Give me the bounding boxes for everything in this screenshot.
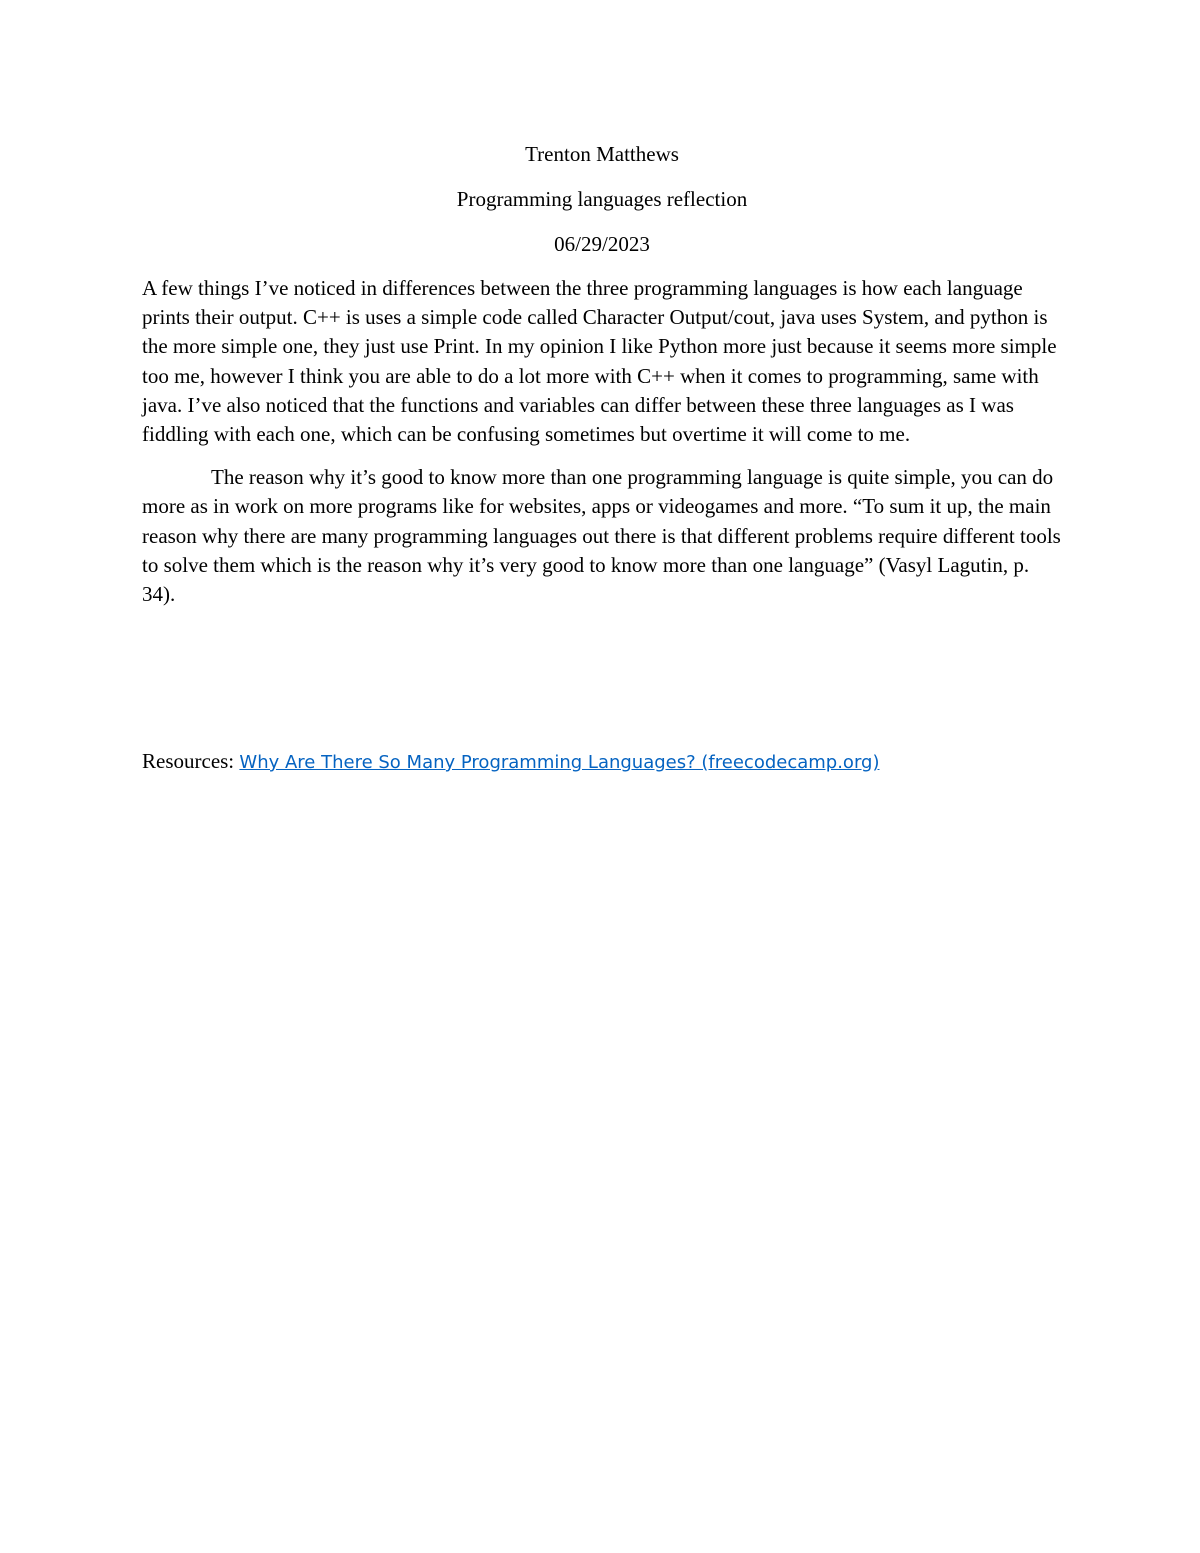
paragraph-2: The reason why it’s good to know more than one programming language is quite simple, you can do more as in work on more programs like for websites, apps or videogames and more. “To sum it up, the main reason why there are many programming languages out there is that different problems require different tools to solve them which is the reason why it’s very good to know more than one language” (Vasyl Lagutin, p. 34). [142,465,1061,607]
paragraph-1: A few things I’ve noticed in differences between the three programming languages is how each language prints their output. C++ is uses a simple code called Character Output/cout, java uses System, and python is the more simple one, they just use Print. In my opinion I like Python more just because it seems more simple too me, however I think you are able to do a lot more with C++ when it comes to programming, same with java. I’ve also noticed that the functions and variables can differ between these three languages as I was fiddling with each one, which can be confusing sometimes but overtime it will come to me. [142,276,1057,447]
author-name: Trenton Matthews [525,142,679,166]
document-body [142,140,1062,623]
resources-line [142,747,1062,777]
resource-link[interactable]: Why Are There So Many Programming Languages? (freecodecamp.org) [239,752,880,773]
document-title: Programming languages reflection [456,187,748,211]
document-date: 06/29/2023 [554,232,650,256]
resources-label: Resources: [142,749,235,773]
